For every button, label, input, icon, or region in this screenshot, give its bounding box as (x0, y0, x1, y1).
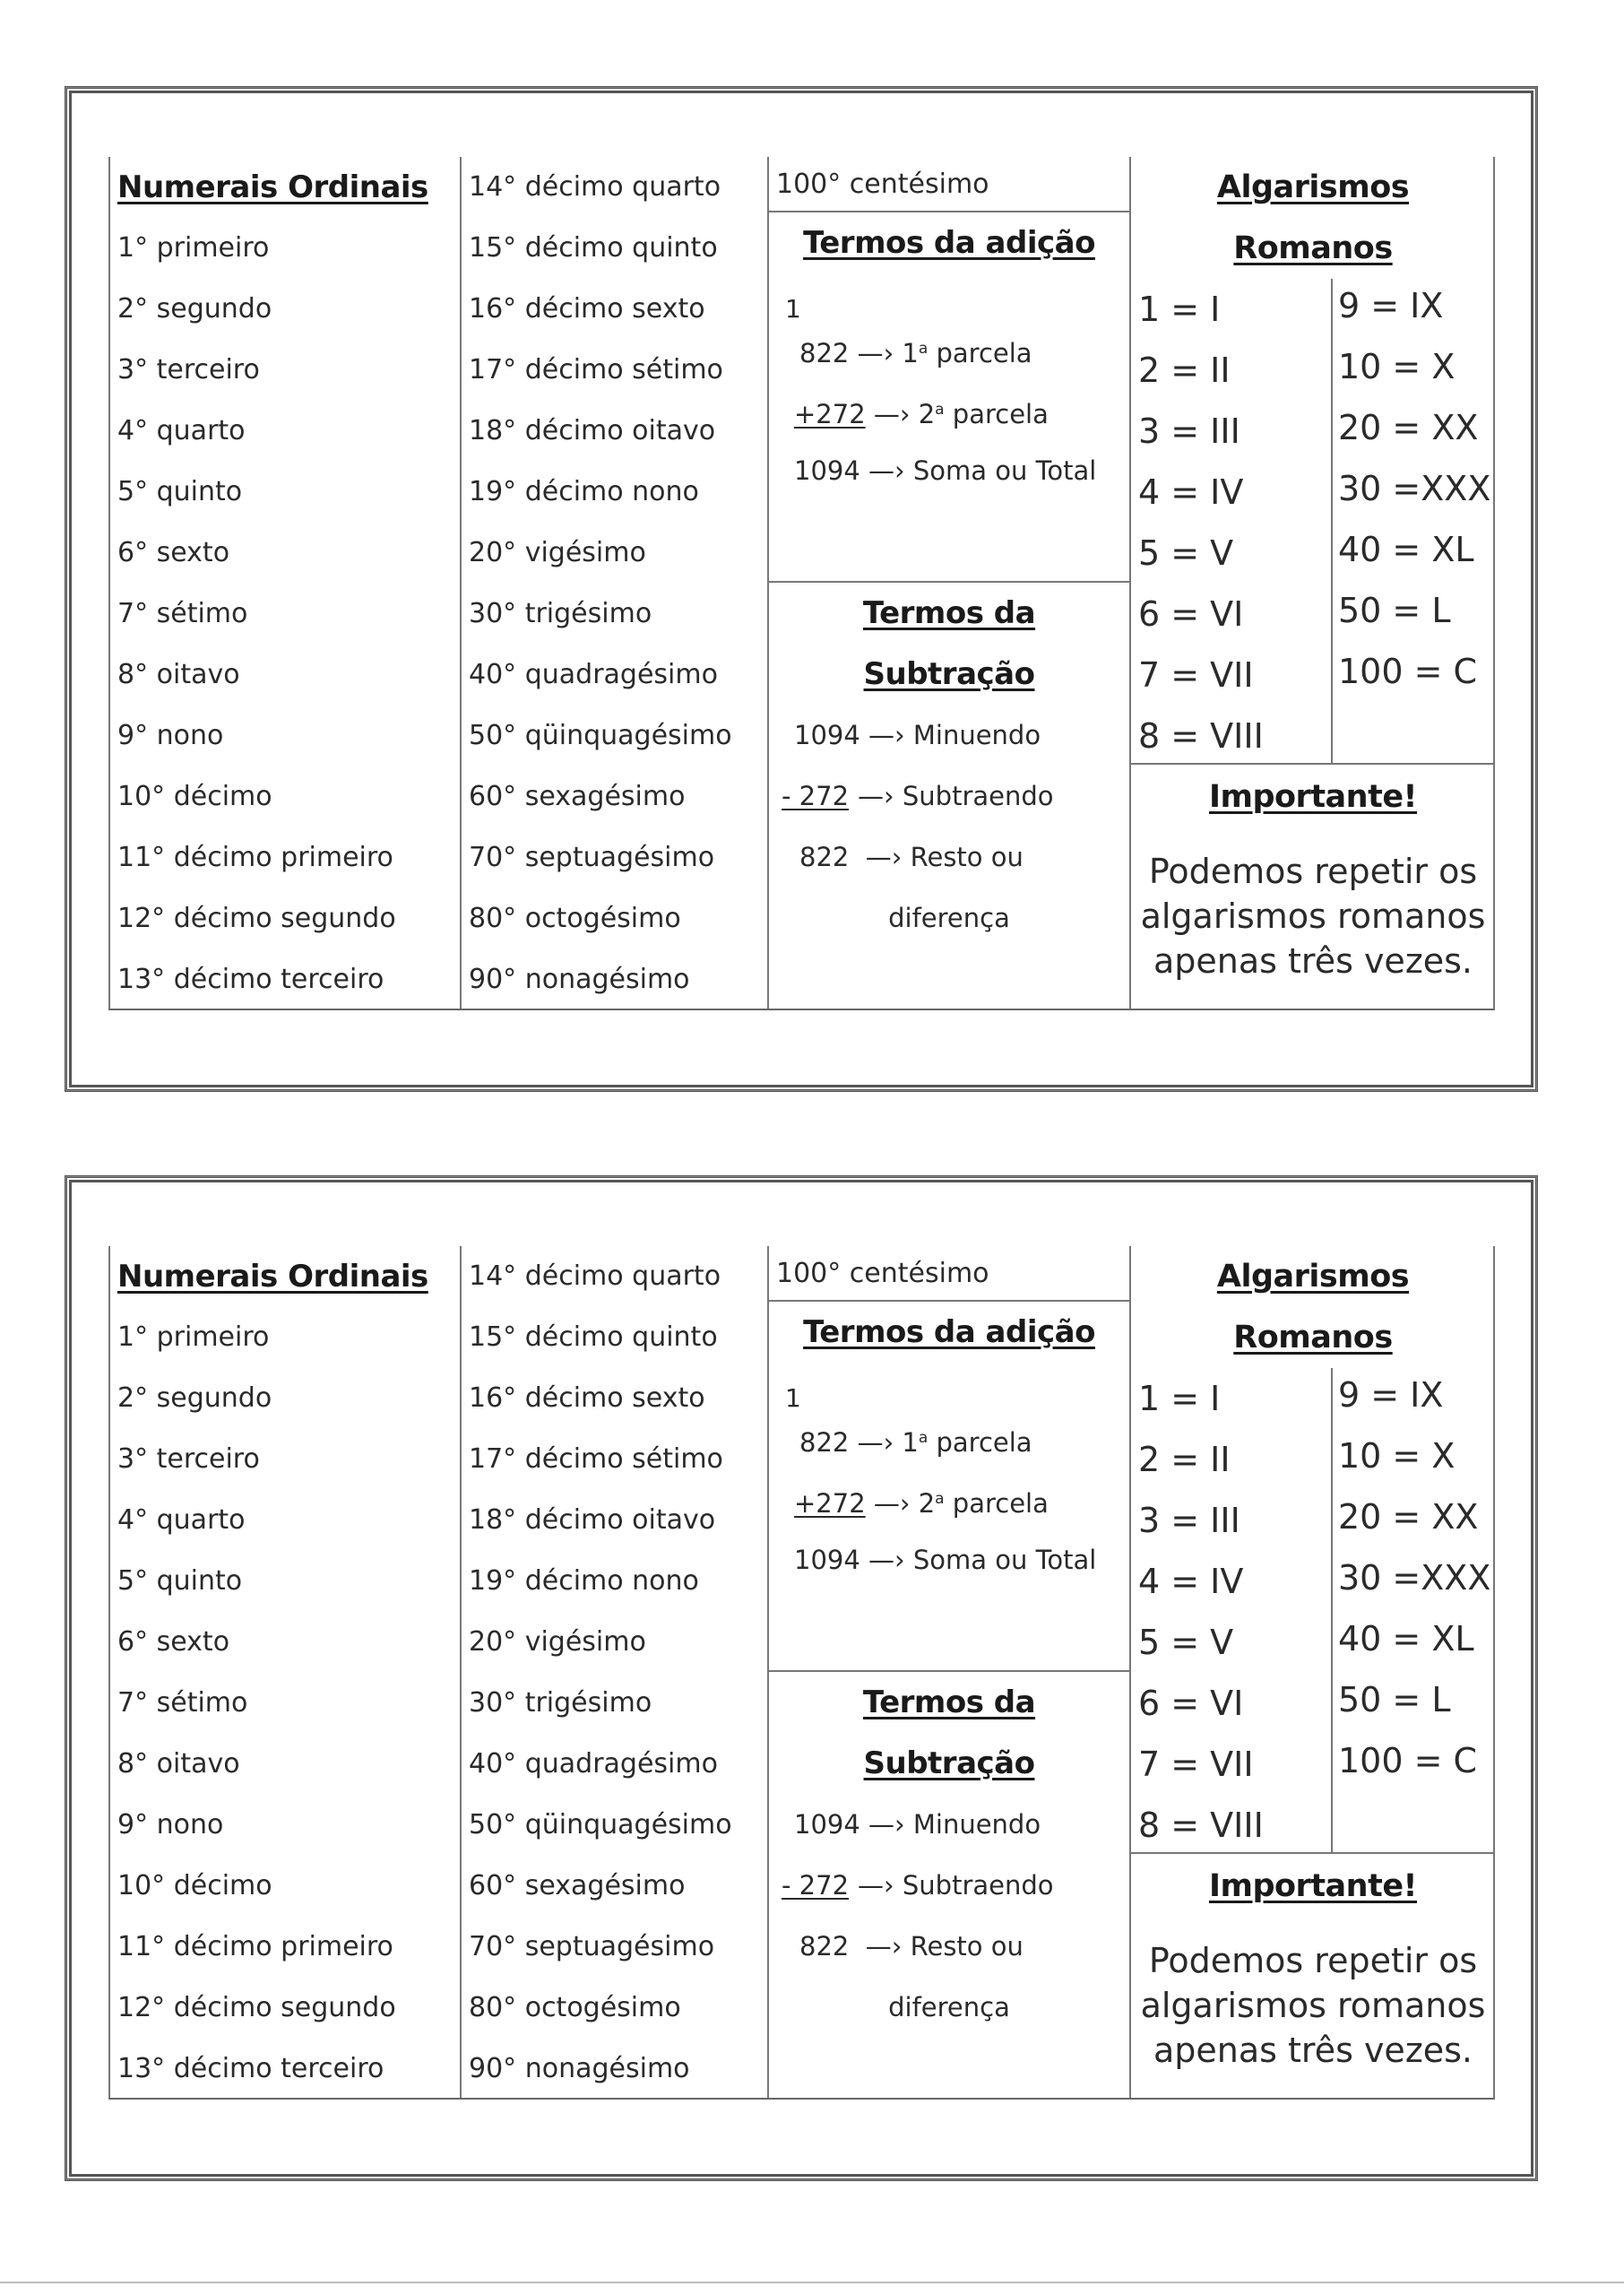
list-item: 2 = II (1138, 1440, 1231, 1479)
arrow-icon: —› (857, 338, 894, 368)
ordinals-list-1 (110, 1307, 460, 2100)
list-item: 30 =XXX (1338, 469, 1491, 508)
roman-list-left (1131, 279, 1333, 763)
list-item: 40° quadragésimo (469, 1748, 718, 1780)
list-item: 7 = VII (1138, 1745, 1254, 1784)
list-item: 5 = V (1138, 533, 1234, 573)
list-item: 10° décimo (117, 781, 272, 812)
subtraction-header-2: Subtração (863, 1745, 1035, 1781)
subtrahend: - 272 (782, 781, 850, 811)
ordinal-indicator: a (935, 1490, 945, 1508)
operations-column (769, 157, 1131, 1009)
centesimo-cell (769, 1246, 1129, 1302)
roman-column (1131, 157, 1495, 1009)
list-item: 9° nono (117, 1809, 224, 1840)
reference-table (108, 1246, 1495, 2100)
subtraction-row-4 (769, 888, 1129, 948)
list-item: 8 = VIII (1138, 1806, 1264, 1845)
term-label: Minuendo (912, 1809, 1041, 1840)
term-label: parcela (952, 1488, 1049, 1519)
term-label: Soma ou Total (912, 1545, 1097, 1575)
roman-header (1131, 1246, 1495, 1368)
addition-row-3 (769, 440, 1129, 501)
list-item: 4° quarto (117, 1504, 246, 1536)
roman-header-2: Romanos (1233, 1320, 1393, 1355)
important-text (1131, 849, 1495, 983)
list-item: 13° décimo terceiro (117, 2053, 384, 2084)
list-item: 40° quadragésimo (469, 659, 718, 690)
operations-column (769, 1246, 1131, 2098)
list-item: 10° décimo (117, 1870, 272, 1901)
ordinal-indicator: a (918, 340, 929, 358)
page-edge-line (0, 2282, 1624, 2283)
list-item: 90° nonagésimo (469, 2053, 690, 2084)
important-text-line: algarismos romanos (1140, 1986, 1486, 2025)
term-label: Resto ou (910, 1931, 1024, 1962)
important-text (1131, 1938, 1495, 2073)
arrow-icon: —› (868, 1545, 905, 1575)
ordinal-number: 1 (902, 1427, 919, 1458)
list-item: 2° segundo (117, 293, 272, 325)
list-item: 10 = X (1338, 1436, 1456, 1476)
list-item: 80° octogésimo (469, 1992, 681, 2023)
addend-1: 822 (799, 338, 850, 368)
list-item: 12° décimo segundo (117, 903, 396, 934)
arrow-icon: —› (865, 1931, 903, 1962)
roman-header-1: Algarismos (1216, 1259, 1410, 1295)
list-item: 8° oitavo (117, 659, 240, 690)
addition-section (769, 212, 1129, 583)
list-item: 2 = II (1138, 351, 1231, 390)
addition-row-1 (769, 1407, 1129, 1468)
addition-header: Termos da adição (803, 1314, 1095, 1350)
term-label: parcela (952, 399, 1049, 429)
list-item: 14° décimo quarto (469, 1260, 721, 1292)
list-item: 6 = VI (1138, 1684, 1244, 1723)
list-item: 7° sétimo (117, 598, 248, 629)
ordinals-column-1 (110, 157, 462, 1009)
centesimo-cell (769, 157, 1129, 212)
difference: 822 (799, 842, 850, 872)
important-text-line: apenas três vezes. (1153, 2031, 1473, 2070)
subtraction-row-2 (769, 766, 1129, 827)
list-item: 50 = L (1338, 591, 1451, 630)
addend-2: +272 (794, 399, 866, 429)
list-item: 30 =XXX (1338, 1558, 1491, 1598)
list-item: 3 = III (1138, 1501, 1240, 1540)
subtrahend: - 272 (782, 1870, 850, 1901)
ordinals-column-2 (462, 1246, 769, 2098)
roman-header-2: Romanos (1233, 230, 1393, 266)
list-item: 3° terceiro (117, 1443, 260, 1475)
ordinals-header: Numerais Ordinais (117, 169, 428, 205)
subtraction-row-3 (769, 827, 1129, 888)
list-item: 5° quinto (117, 476, 243, 507)
minuend: 1094 (794, 720, 860, 750)
subtraction-header-2: Subtração (863, 656, 1035, 692)
subtraction-section (769, 583, 1129, 1009)
list-item: 30° trigésimo (469, 598, 652, 629)
ordinals-list-2 (462, 157, 767, 1010)
list-item: 1° primeiro (117, 1321, 270, 1353)
arrow-icon: —› (868, 720, 905, 750)
list-item: 3° terceiro (117, 354, 260, 385)
list-item: 9 = IX (1338, 1375, 1444, 1415)
roman-grid (1131, 1368, 1495, 1852)
arrow-icon: —› (873, 1488, 911, 1519)
list-item: 4 = IV (1138, 1562, 1244, 1601)
list-item: 40 = XL (1338, 530, 1474, 569)
arrow-icon: —› (868, 455, 905, 486)
list-item: 8° oitavo (117, 1748, 240, 1780)
subtraction-header-1: Termos da (862, 1684, 1036, 1720)
list-item: 10 = X (1338, 347, 1456, 386)
important-note (1131, 763, 1495, 1009)
roman-list-right (1331, 275, 1495, 763)
list-item: 13° décimo terceiro (117, 964, 384, 995)
list-item: 80° octogésimo (469, 903, 681, 934)
minuend: 1094 (794, 1809, 860, 1840)
term-label: Subtraendo (902, 781, 1054, 811)
reference-table (108, 157, 1495, 1010)
list-item: 12° décimo segundo (117, 1992, 396, 2023)
list-item: 20 = XX (1338, 1497, 1479, 1537)
important-header: Importante! (1208, 779, 1418, 815)
sum: 1094 (794, 455, 860, 486)
list-item: 40 = XL (1338, 1619, 1474, 1658)
list-item: 20 = XX (1338, 408, 1479, 447)
term-label: diferença (888, 903, 1010, 933)
sum: 1094 (794, 1545, 860, 1575)
list-item: 100 = C (1338, 652, 1478, 691)
list-item: 4 = IV (1138, 472, 1244, 512)
list-item: 60° sexagésimo (469, 1870, 686, 1901)
ordinals-column-2 (462, 157, 769, 1009)
addition-row-2 (769, 379, 1129, 440)
important-text-line: Podemos repetir os (1148, 852, 1478, 891)
list-item: 16° décimo sexto (469, 1382, 705, 1414)
subtraction-row-4 (769, 1977, 1129, 2038)
arrow-icon: —› (857, 1427, 894, 1458)
list-item: 6° sexto (117, 537, 230, 568)
list-item: 50° qüinquagésimo (469, 1809, 732, 1840)
roman-header-1: Algarismos (1216, 169, 1410, 205)
card-frame-1 (65, 86, 1538, 1092)
list-item: 15° décimo quinto (469, 1321, 718, 1353)
important-text-line: apenas três vezes. (1153, 941, 1473, 981)
list-item: 8 = VIII (1138, 716, 1264, 756)
subtraction-header-1: Termos da (862, 595, 1036, 631)
list-item: 1 = I (1138, 1379, 1221, 1418)
term-label: parcela (936, 338, 1032, 368)
subtraction-row-3 (769, 1916, 1129, 1977)
important-note (1131, 1852, 1495, 2098)
term-label: Subtraendo (902, 1870, 1054, 1901)
roman-list-right (1331, 1364, 1495, 1852)
list-item: 19° décimo nono (469, 1565, 699, 1597)
term-label: Soma ou Total (912, 455, 1097, 486)
ordinal-number: 2 (918, 1488, 936, 1519)
list-item: 50° qüinquagésimo (469, 720, 732, 751)
card-frame-2 (65, 1175, 1538, 2181)
addition-row-3 (769, 1529, 1129, 1590)
list-item: 5 = V (1138, 1623, 1234, 1662)
list-item: 16° décimo sexto (469, 293, 705, 325)
list-item: 17° décimo sétimo (469, 1443, 723, 1475)
arrow-icon: —› (858, 781, 894, 811)
list-item: 7° sétimo (117, 1687, 248, 1719)
subtraction-row-1 (769, 1794, 1129, 1855)
term-label: Minuendo (912, 720, 1041, 750)
list-item: 90° nonagésimo (469, 964, 690, 995)
addition-carry: 1 (785, 1383, 801, 1413)
addition-section (769, 1302, 1129, 1672)
ordinal-number: 2 (918, 399, 936, 429)
addition-row-1 (769, 318, 1129, 379)
list-item: 60° sexagésimo (469, 781, 686, 812)
list-item: 5° quinto (117, 1565, 243, 1597)
arrow-icon: —› (868, 1809, 905, 1840)
term-label: parcela (936, 1427, 1032, 1458)
term-label: diferença (888, 1992, 1010, 2022)
list-item: 6° sexto (117, 1626, 230, 1658)
difference: 822 (799, 1931, 850, 1962)
list-item: 30° trigésimo (469, 1687, 652, 1719)
list-item: 70° septuagésimo (469, 842, 715, 873)
ordinal-number: 1 (902, 338, 919, 368)
ordinals-list-1 (110, 218, 460, 1010)
list-item: 20° vigésimo (469, 537, 646, 568)
important-text-line: Podemos repetir os (1148, 1941, 1478, 1980)
ordinal-indicator: a (918, 1429, 929, 1447)
ordinals-header: Numerais Ordinais (117, 1259, 428, 1295)
list-item: 1 = I (1138, 290, 1221, 329)
list-item: 18° décimo oitavo (469, 1504, 716, 1536)
addition-header: Termos da adição (803, 225, 1095, 261)
addend-1: 822 (799, 1427, 850, 1458)
roman-header (1131, 157, 1495, 279)
list-item: 19° décimo nono (469, 476, 699, 507)
list-item: 2° segundo (117, 1382, 272, 1414)
list-item: 20° vigésimo (469, 1626, 646, 1658)
addition-carry: 1 (785, 294, 801, 324)
ordinal-indicator: a (935, 401, 945, 419)
list-item: 6 = VI (1138, 594, 1244, 634)
list-item: 18° décimo oitavo (469, 415, 716, 446)
subtraction-row-1 (769, 705, 1129, 766)
roman-list-left (1131, 1368, 1333, 1852)
list-item: 4° quarto (117, 415, 246, 446)
list-item: 11° décimo primeiro (117, 1931, 393, 1962)
list-item: 3 = III (1138, 411, 1240, 451)
term-label: Resto ou (910, 842, 1024, 872)
list-item: 17° décimo sétimo (469, 354, 723, 385)
important-text-line: algarismos romanos (1140, 896, 1486, 936)
ordinal-100: 100° centésimo (776, 169, 989, 200)
subtraction-row-2 (769, 1855, 1129, 1916)
arrow-icon: —› (873, 399, 911, 429)
addition-row-2 (769, 1468, 1129, 1529)
roman-grid (1131, 279, 1495, 763)
ordinals-column-1 (110, 1246, 462, 2098)
ordinal-100: 100° centésimo (776, 1258, 989, 1289)
arrow-icon: —› (858, 1870, 894, 1901)
list-item: 70° septuagésimo (469, 1931, 715, 1962)
list-item: 9° nono (117, 720, 224, 751)
list-item: 7 = VII (1138, 655, 1254, 695)
list-item: 1° primeiro (117, 232, 270, 264)
important-header: Importante! (1208, 1868, 1418, 1904)
list-item: 50 = L (1338, 1680, 1451, 1719)
roman-column (1131, 1246, 1495, 2098)
list-item: 100 = C (1338, 1741, 1478, 1780)
list-item: 9 = IX (1338, 286, 1444, 325)
list-item: 15° décimo quinto (469, 232, 718, 264)
ordinals-list-2 (462, 1246, 767, 2100)
addend-2: +272 (794, 1488, 866, 1519)
subtraction-section (769, 1672, 1129, 2098)
arrow-icon: —› (865, 842, 903, 872)
list-item: 14° décimo quarto (469, 171, 721, 203)
list-item: 11° décimo primeiro (117, 842, 393, 873)
